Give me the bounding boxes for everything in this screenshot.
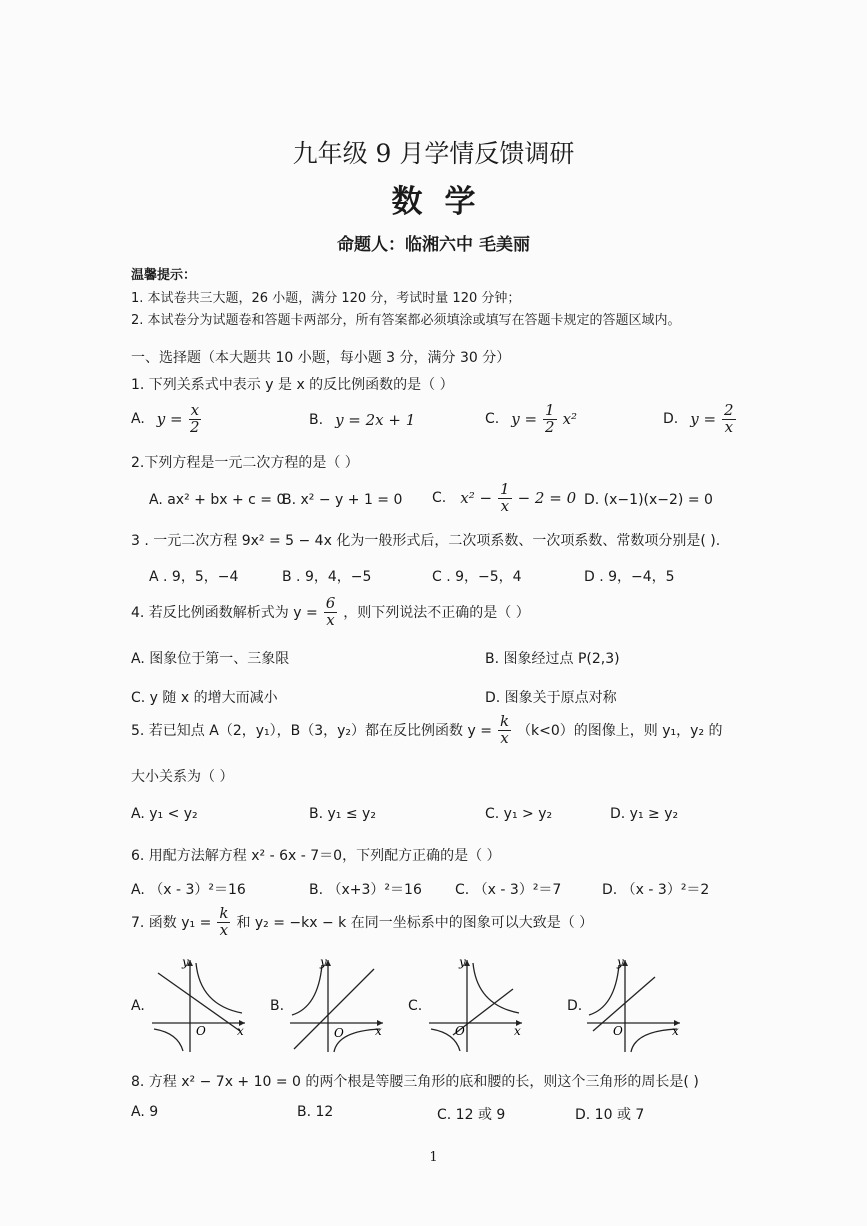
section-heading: 一、选择题（本大题共 10 小题，每小题 3 分，满分 30 分） <box>131 350 511 366</box>
y-label: y <box>320 955 327 969</box>
q6-option-a: A. （x - 3）²＝16 <box>131 882 246 898</box>
subject-title: 数学 <box>391 184 498 220</box>
q5-option-c: C. y₁ > y₂ <box>485 806 553 822</box>
q8-option-d: D. 10 或 7 <box>575 1107 645 1123</box>
x-label: x <box>672 1024 679 1038</box>
q1-option-c: C. y = $\frac{1}{2}$ x² <box>485 401 578 436</box>
q1c-fraction: $\frac{1}{2}$ <box>545 401 555 436</box>
hyperbola-branch-1 <box>292 965 322 1015</box>
hyperbola-branch-2 <box>631 1029 677 1052</box>
q8-option-b: B. 12 <box>297 1104 334 1120</box>
q5-option-d: D. y₁ ≥ y₂ <box>610 806 679 822</box>
tip-item-2: 2. 本试卷分为试题卷和答题卡两部分，所有答案都必须填涂或填写在答题卡规定的答题区域内。 <box>131 313 681 328</box>
q4-option-b: B. 图象经过点 P(2,3) <box>485 651 620 667</box>
q7-graph-b <box>288 955 388 1055</box>
q8-option-c: C. 12 或 9 <box>437 1107 506 1123</box>
x-label: x <box>375 1024 382 1038</box>
y-label: y <box>617 955 624 969</box>
q4-option-c: C. y 随 x 的增大而减小 <box>131 690 278 706</box>
q6-option-d: D. （x - 3）²＝2 <box>602 882 710 898</box>
question-1-stem: 1. 下列关系式中表示 y 是 x 的反比例函数的是（ ） <box>131 377 454 393</box>
hyperbola-branch-1 <box>473 963 519 1013</box>
question-3-stem: 3 . 一元二次方程 9x² = 5 − 4x 化为一般形式后，二次项系数、一次项系数、常数项分别是( ). <box>131 533 721 549</box>
q7-option-b-label: B. <box>270 998 285 1014</box>
x-label: x <box>514 1024 521 1038</box>
tips-heading: 温馨提示： <box>131 268 197 283</box>
line-graph <box>158 973 240 1031</box>
q7-option-a-label: A. <box>131 998 145 1014</box>
origin-label: O <box>613 1024 623 1038</box>
q2-option-b: B. x² − y + 1 = 0 <box>282 492 403 508</box>
q4-option-d: D. 图象关于原点对称 <box>485 690 617 706</box>
q6-option-c: C. （x - 3）²＝7 <box>455 882 562 898</box>
q1-option-a: A. y = $\frac{x}{2}$ <box>131 401 200 436</box>
q1-option-d: D. y = $\frac{2}{x}$ <box>663 401 734 436</box>
question-5-stem: 5. 若已知点 A（2，y₁），B（3，y₂）都在反比例函数 y = $\frac{k}{x}$ （k<0）的图像上，则 y₁，y₂ 的 <box>131 712 723 747</box>
origin-label: O <box>455 1024 465 1038</box>
tip-item-1: 1. 本试卷共三大题，26 小题，满分 120 分，考试时量 120 分钟； <box>131 291 521 306</box>
q4-option-a: A. 图象位于第一、三象限 <box>131 651 290 667</box>
hyperbola-branch-1 <box>589 965 619 1015</box>
q7-graph-c <box>427 955 527 1055</box>
q7-option-c-label: C. <box>408 998 423 1014</box>
q5-option-b: B. y₁ ≤ y₂ <box>309 806 376 822</box>
q6-option-b: B. （x+3）²＝16 <box>309 882 422 898</box>
page-number: 1 <box>429 1150 438 1165</box>
q3-option-a: A . 9，5，−4 <box>149 569 239 585</box>
q1a-fraction: $\frac{x}{2}$ <box>190 401 200 436</box>
author-line: 命题人：临湘六中 毛美丽 <box>337 235 530 255</box>
question-7-stem: 7. 函数 y₁ = $\frac{k}{x}$ 和 y₂ = −kx − k 在同一坐标系中的图象可以大致是（ ） <box>131 904 594 939</box>
q2-option-c: C. x² − $\frac{1}{x}$ − 2 = 0 <box>432 480 577 515</box>
exam-title: 九年级 9 月学情反馈调研 <box>292 139 575 168</box>
q4-fraction: $\frac{6}{x}$ <box>325 594 336 629</box>
q3-option-b: B . 9，4，−5 <box>282 569 372 585</box>
origin-label: O <box>334 1026 344 1040</box>
q3-option-d: D . 9，−4，5 <box>584 569 675 585</box>
q8-option-a: A. 9 <box>131 1104 159 1120</box>
q7-fraction: $\frac{k}{x}$ <box>219 904 229 939</box>
hyperbola-branch-2 <box>154 1029 183 1051</box>
question-4-stem: 4. 若反比例函数解析式为 y = $\frac{6}{x}$ ，则下列说法不正确的是（ ） <box>131 594 530 629</box>
question-6-stem: 6. 用配方法解方程 x² - 6x - 7＝0，下列配方正确的是（ ） <box>131 848 501 864</box>
q3-option-c: C . 9，−5，4 <box>432 569 522 585</box>
q7-graph-d <box>585 955 685 1055</box>
q7-graph-a <box>150 955 250 1055</box>
q5-option-a: A. y₁ < y₂ <box>131 806 198 822</box>
q7-option-d-label: D. <box>567 998 583 1014</box>
q1-option-b: B. y = 2x + 1 <box>309 411 416 429</box>
q1d-fraction: $\frac{2}{x}$ <box>724 401 734 436</box>
q2c-fraction: $\frac{1}{x}$ <box>500 480 510 515</box>
q2-option-a: A. ax² + bx + c = 0 <box>149 492 286 508</box>
q2-option-d: D. (x−1)(x−2) = 0 <box>584 492 713 508</box>
question-5-stem-line2: 大小关系为（ ） <box>131 769 234 785</box>
q5-fraction: $\frac{k}{x}$ <box>499 712 510 747</box>
x-label: x <box>237 1024 244 1038</box>
question-2-stem: 2.下列方程是一元二次方程的是（ ） <box>131 455 359 471</box>
y-label: y <box>182 955 189 969</box>
y-label: y <box>459 955 466 969</box>
question-8-stem: 8. 方程 x² − 7x + 10 = 0 的两个根是等腰三角形的底和腰的长，则这个三角形的周长是( ) <box>131 1074 699 1090</box>
origin-label: O <box>196 1024 206 1038</box>
